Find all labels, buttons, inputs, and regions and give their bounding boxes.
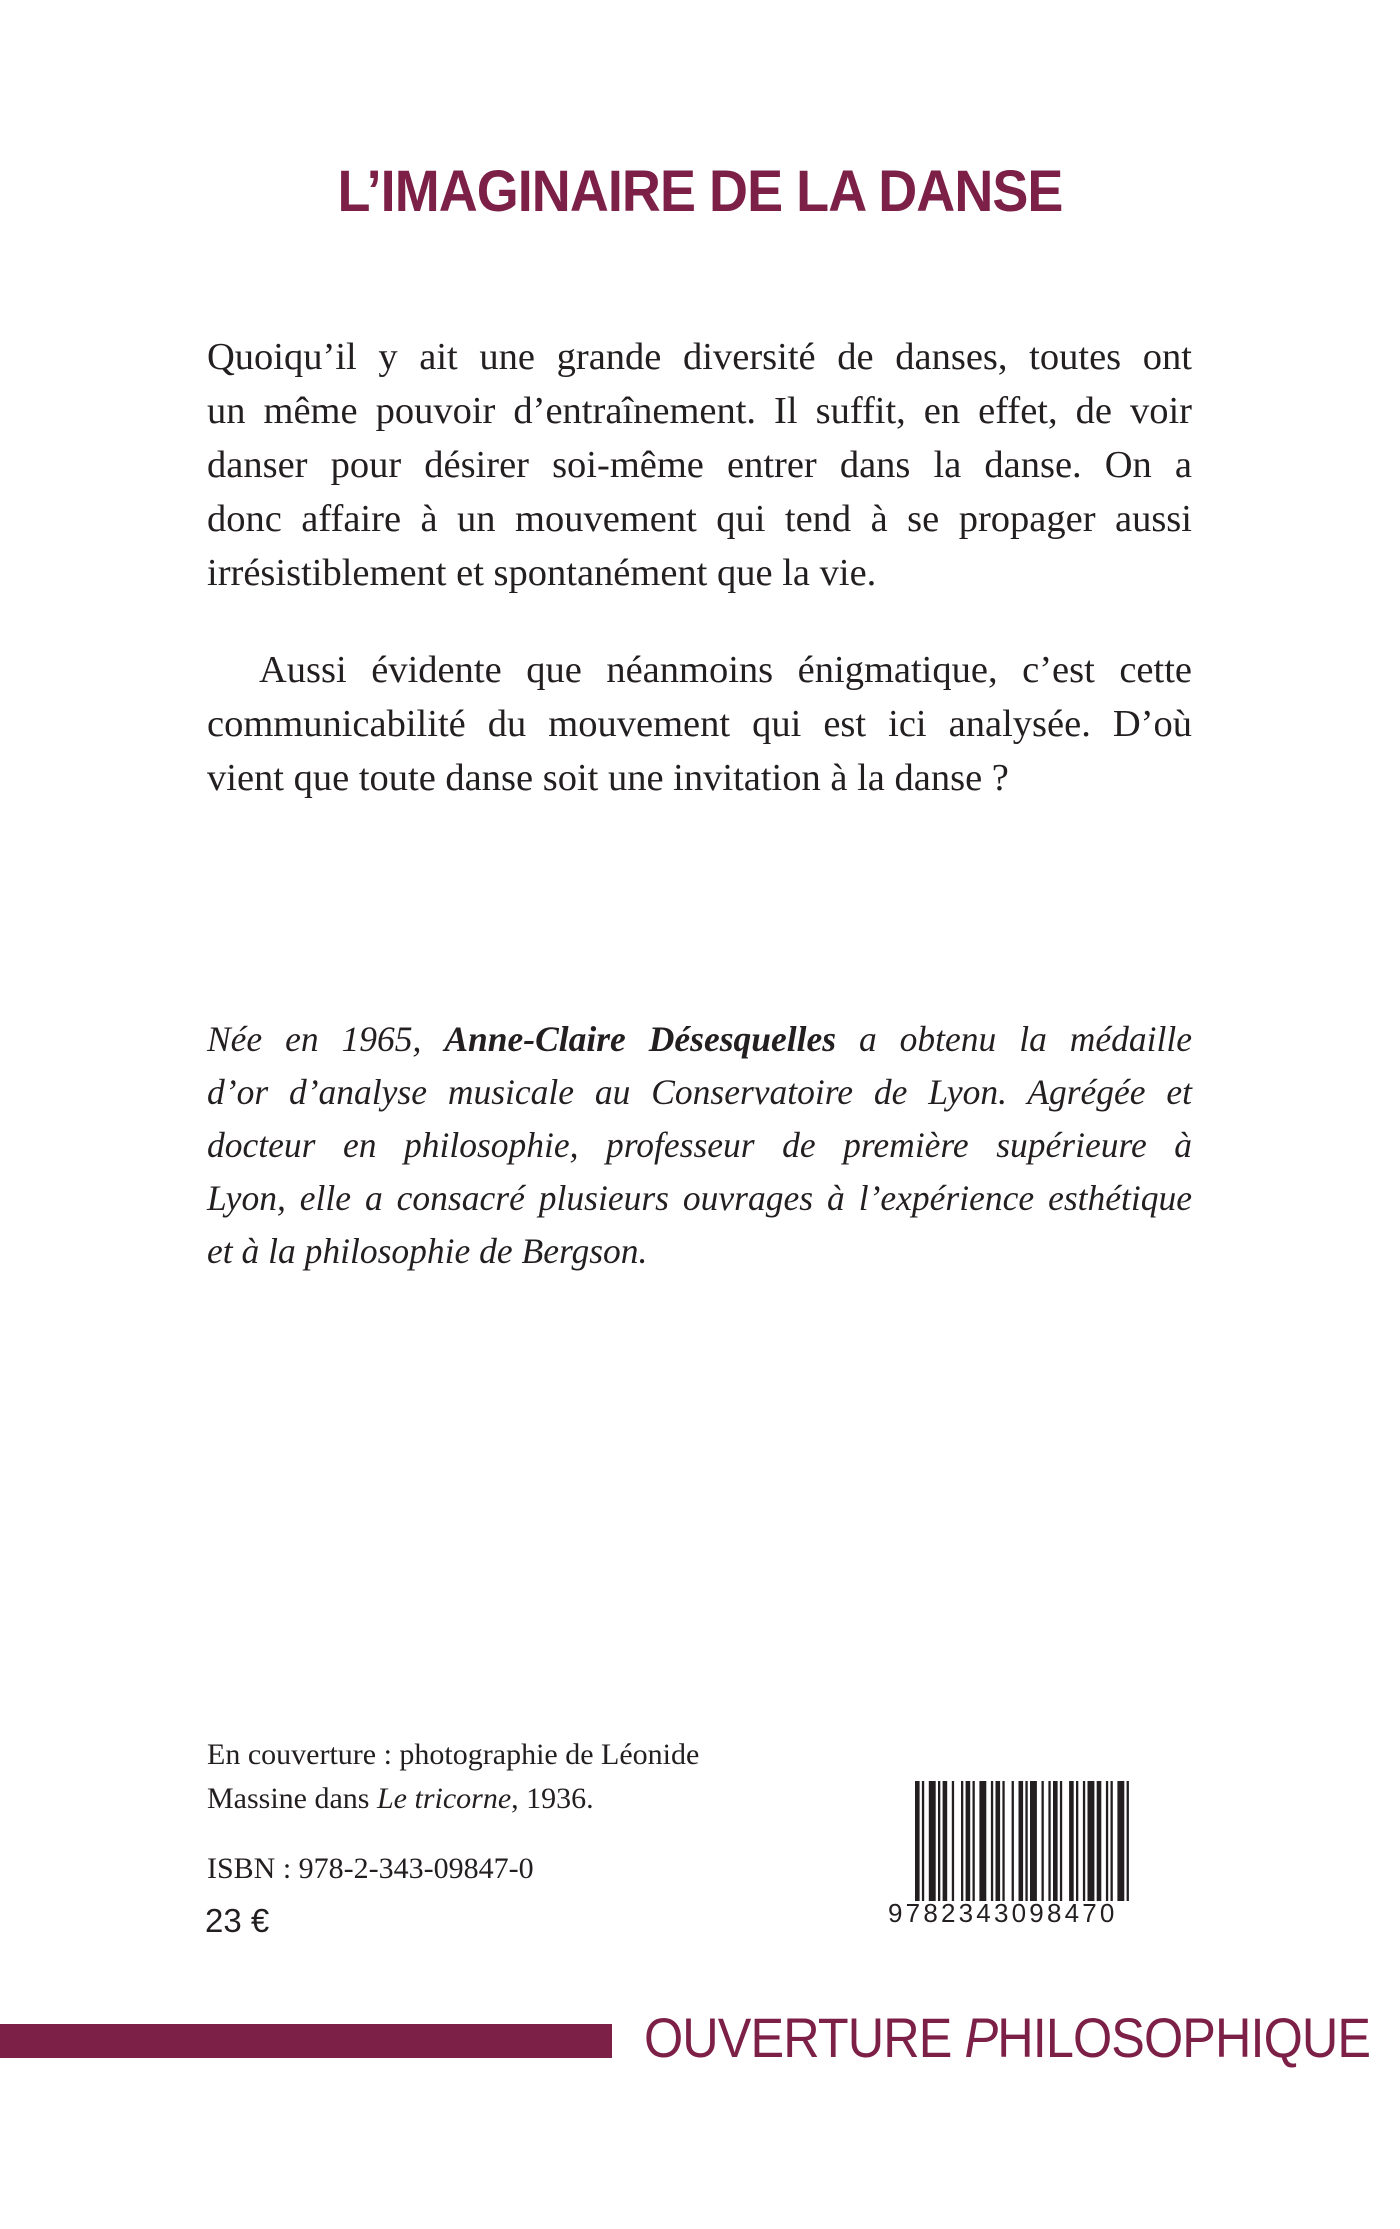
bio-line: Lyon, elle a consacré plusieurs ouvrages à l’expérience esthétique xyxy=(207,1178,1192,1218)
price: 23 € xyxy=(205,1902,270,1939)
barcode-bar xyxy=(966,1781,971,1901)
bio-line: et à la philosophie de Bergson. xyxy=(207,1231,648,1271)
barcode-bar xyxy=(1030,1781,1037,1901)
barcode-bar xyxy=(1048,1781,1050,1901)
text-line: danser pour désirer soi-même entrer dans la danse. On a xyxy=(207,444,1192,486)
barcode-digits: 9782343098470 xyxy=(888,1898,1118,1928)
barcode-bar xyxy=(1097,1781,1102,1901)
barcode-bar xyxy=(1106,1781,1108,1901)
text-line: donc affaire à un mouvement qui tend à se propager aussi xyxy=(207,498,1192,540)
barcode-bar xyxy=(1069,1781,1074,1901)
bio-line xyxy=(207,1013,1192,1066)
collection-word: OUVERTURE xyxy=(644,2006,965,2069)
barcode-bar xyxy=(938,1781,940,1901)
barcode-bar xyxy=(1088,1781,1095,1901)
collection-name xyxy=(644,2005,1370,2070)
bio-lead: Née en 1965, xyxy=(207,1019,445,1059)
text-line: communicabilité du mouvement qui est ici analysée. D’où xyxy=(207,703,1192,745)
barcode-bar xyxy=(1025,1781,1027,1901)
author-name: Anne-Claire Désesquelles xyxy=(444,1019,837,1059)
barcode-bar xyxy=(1076,1781,1078,1901)
book-title: L’IMAGINAIRE DE LA DANSE xyxy=(337,159,1063,224)
barcode-bar xyxy=(1127,1781,1129,1901)
author-bio xyxy=(207,1013,1192,1278)
barcode-bar xyxy=(996,1781,1001,1901)
text-line: Quoiqu’il y ait une grande diversité de danses, toutes ont xyxy=(207,336,1192,378)
barcode-bar xyxy=(1111,1781,1113,1901)
credit-suffix: , 1936. xyxy=(511,1782,594,1815)
text-line: irrésistiblement et spontanément que la vie. xyxy=(207,552,877,594)
cover-credit xyxy=(207,1733,699,1821)
credit-prefix: Massine dans xyxy=(207,1782,377,1815)
bio-line: docteur en philosophie, professeur de première supérieure à xyxy=(207,1125,1192,1165)
barcode-bar xyxy=(1042,1781,1044,1901)
barcode-bar xyxy=(1019,1781,1024,1901)
summary-paragraph-2 xyxy=(207,643,1192,805)
barcode-bar xyxy=(929,1781,936,1901)
collection-word-rest: HILOSOPHIQUE xyxy=(997,2006,1371,2069)
isbn: ISBN : 978-2-343-09847-0 xyxy=(207,1852,534,1885)
text-line: vient que toute danse soit une invitation à la danse ? xyxy=(207,757,1009,799)
barcode-bar xyxy=(1002,1781,1004,1901)
barcode-bar xyxy=(1060,1781,1062,1901)
summary-paragraph-1 xyxy=(207,330,1192,600)
credit-line-2 xyxy=(207,1777,699,1821)
bio-line-rest: a obtenu la médaille xyxy=(836,1019,1192,1059)
barcode-bar xyxy=(915,1781,920,1901)
text-line: un même pouvoir d’entraînement. Il suffit, en effet, de voir xyxy=(207,390,1192,432)
barcode-bar xyxy=(1053,1781,1058,1901)
barcode-bar xyxy=(991,1781,993,1901)
barcode-bar xyxy=(1083,1781,1085,1901)
credit-work-title: Le tricorne xyxy=(376,1782,512,1815)
barcode-bar xyxy=(1012,1781,1014,1901)
barcode-image xyxy=(915,1781,1187,1901)
barcode-bar xyxy=(952,1781,954,1901)
barcode-bar xyxy=(979,1781,986,1901)
barcode-bar xyxy=(922,1781,924,1901)
barcode-bar xyxy=(1117,1781,1124,1901)
bio-line: d’or d’analyse musicale au Conservatoire de Lyon. Agrégée et xyxy=(207,1072,1192,1112)
barcode-bar xyxy=(943,1781,948,1901)
text-line: Aussi évidente que néanmoins énigmatique, c’est cette xyxy=(259,649,1192,691)
collection-italic-letter: P xyxy=(964,2006,998,2069)
barcode-bar xyxy=(961,1781,963,1901)
barcode-bar xyxy=(973,1781,975,1901)
credit-line-1: En couverture : photographie de Léonide xyxy=(207,1738,700,1771)
collection-accent-bar xyxy=(0,2024,612,2058)
